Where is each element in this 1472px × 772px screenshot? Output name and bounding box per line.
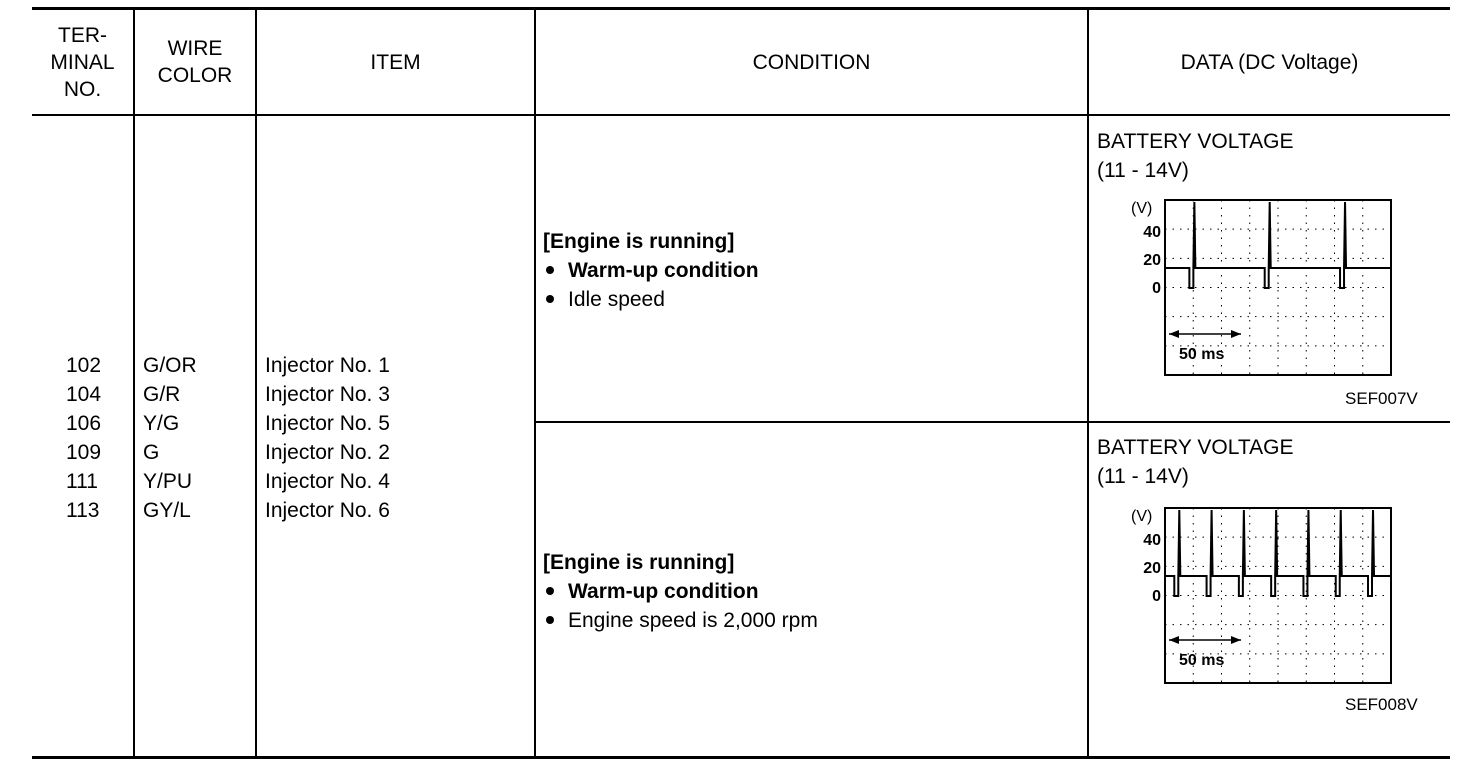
table-bottom-rule	[32, 756, 1450, 759]
terminal-no: 113	[66, 499, 100, 522]
scope-unit: (V)	[1131, 200, 1153, 217]
scope-graph-1	[1125, 196, 1395, 376]
scope-unit: (V)	[1131, 508, 1153, 525]
terminal-no: 102	[66, 354, 102, 377]
header-terminal: TER- MINAL NO.	[50, 23, 115, 101]
wire-color: G	[143, 441, 160, 464]
condition-2000rpm	[543, 548, 818, 635]
scope-tick: 40	[1143, 224, 1161, 241]
data-title: BATTERY VOLTAGE	[1097, 130, 1294, 153]
item-list	[265, 351, 390, 525]
terminal-no: 104	[66, 383, 102, 406]
col-divider-3	[534, 10, 536, 756]
oscilloscope-2	[1125, 504, 1395, 684]
item-name: Injector No. 4	[265, 470, 390, 493]
header-wire-color: WIRE COLOR	[157, 37, 233, 87]
terminal-list	[66, 351, 101, 525]
terminal-no: 111	[66, 470, 98, 493]
condition-title: [Engine is running]	[543, 551, 735, 574]
header-condition: CONDITION	[752, 50, 871, 74]
row-divider	[535, 421, 1450, 423]
data-voltage-1	[1097, 127, 1293, 185]
scope-tick: 40	[1143, 532, 1161, 549]
scope-graph-2	[1125, 504, 1395, 684]
item-name: Injector No. 1	[265, 354, 390, 377]
bullet-icon	[546, 616, 554, 624]
item-name: Injector No. 6	[265, 499, 390, 522]
wire-color: G/R	[143, 383, 181, 406]
scope-tick: 20	[1143, 560, 1161, 577]
oscilloscope-1	[1125, 196, 1395, 376]
wire-color: Y/PU	[143, 470, 193, 493]
bullet-icon	[546, 587, 554, 595]
col-divider-1	[133, 10, 135, 756]
condition-bullet: Warm-up condition	[568, 259, 759, 282]
item-name: Injector No. 3	[265, 383, 390, 406]
col-divider-4	[1087, 10, 1089, 756]
header-rule	[32, 114, 1450, 116]
terminal-no: 106	[66, 412, 102, 435]
scope-time: 50 ms	[1179, 652, 1225, 669]
figure-ref-1: SEF007V	[1345, 389, 1418, 408]
data-voltage-2	[1097, 433, 1293, 491]
condition-title: [Engine is running]	[543, 230, 735, 253]
terminal-no: 109	[66, 441, 102, 464]
wire-color: G/OR	[143, 354, 197, 377]
data-range: (11 - 14V)	[1097, 465, 1189, 488]
bullet-icon	[546, 266, 554, 274]
scope-time: 50 ms	[1179, 346, 1225, 363]
item-name: Injector No. 5	[265, 412, 390, 435]
figure-ref-2: SEF008V	[1345, 695, 1418, 714]
scope-tick: 20	[1143, 252, 1161, 269]
scope-tick: 0	[1152, 280, 1161, 297]
col-divider-2	[255, 10, 257, 756]
condition-bullet: Idle speed	[568, 288, 665, 311]
data-range: (11 - 14V)	[1097, 159, 1189, 182]
wire-color: GY/L	[143, 499, 191, 522]
data-title: BATTERY VOLTAGE	[1097, 436, 1294, 459]
header-item: ITEM	[370, 50, 421, 74]
item-name: Injector No. 2	[265, 441, 390, 464]
wire-color-list	[143, 351, 197, 525]
wire-color: Y/G	[143, 412, 180, 435]
bullet-icon	[546, 295, 554, 303]
header-data: DATA (DC Voltage)	[1180, 50, 1359, 74]
condition-idle	[543, 227, 759, 314]
condition-bullet: Engine speed is 2,000 rpm	[568, 609, 818, 632]
condition-bullet: Warm-up condition	[568, 580, 759, 603]
scope-tick: 0	[1152, 588, 1161, 605]
